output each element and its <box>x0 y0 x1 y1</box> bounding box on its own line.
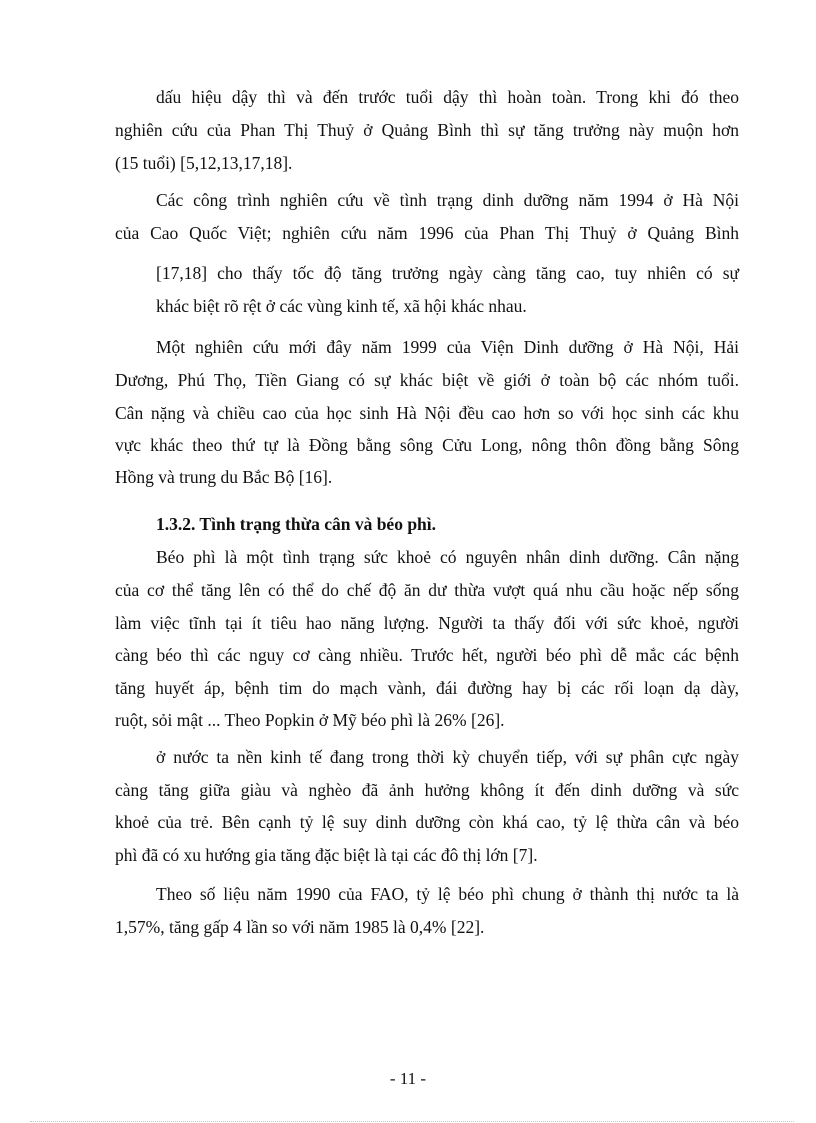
text-line: Cân nặng và chiều cao của học sinh Hà Nội đều cao hơn so với học sinh các khu <box>115 403 739 423</box>
text-line: Béo phì là một tình trạng sức khoẻ có nguyên nhân dinh dưỡng. Cân nặng <box>156 547 739 567</box>
text-line: của cơ thể tăng lên có thể do chế độ ăn dư thừa vượt quá nhu cầu hoặc nếp sống <box>115 580 739 600</box>
text-line: Hồng và trung du Bắc Bộ [16]. <box>115 467 333 487</box>
text-line: Các công trình nghiên cứu về tình trạng dinh dưỡng năm 1994 ở Hà Nội <box>156 190 739 210</box>
text-line: vực khác theo thứ tự là Đồng bằng sông Cửu Long, nông thôn đồng bằng Sông <box>115 435 739 455</box>
page-bottom-divider <box>30 1121 794 1122</box>
text-line: của Cao Quốc Việt; nghiên cứu năm 1996 của Phan Thị Thuỷ ở Quảng Bình <box>115 223 739 243</box>
text-line: Theo số liệu năm 1990 của FAO, tỷ lệ béo phì chung ở thành thị nước ta là <box>156 884 739 904</box>
text-line: càng tăng giữa giàu và nghèo đã ảnh hưởng không ít đến dinh dưỡng và sức <box>115 780 739 800</box>
text-line: ở nước ta nền kinh tế đang trong thời kỳ chuyển tiếp, với sự phân cực ngày <box>156 747 739 767</box>
text-line: làm việc tĩnh tại ít tiêu hao năng lượng. Người ta thấy đối với sức khoẻ, người <box>115 613 739 633</box>
text-line: Dương, Phú Thọ, Tiền Giang có sự khác biệt về giới ở toàn bộ các nhóm tuổi. <box>115 370 739 390</box>
text-line: phì đã có xu hướng gia tăng đặc biệt là tại các đô thị lớn [7]. <box>115 845 538 865</box>
section-heading: 1.3.2. Tình trạng thừa cân và béo phì. <box>156 514 437 534</box>
text-line: ruột, sỏi mật ... Theo Popkin ở Mỹ béo phì là 26% [26]. <box>115 710 505 730</box>
text-line: Một nghiên cứu mới đây năm 1999 của Viện Dinh dưỡng ở Hà Nội, Hải <box>156 337 739 357</box>
page-number: - 11 - <box>389 1069 427 1088</box>
text-line: 1,57%, tăng gấp 4 lần so với năm 1985 là 0,4% [22]. <box>115 917 485 937</box>
text-line: tăng huyết áp, bệnh tim do mạch vành, đái đường hay bị các rối loạn dạ dày, <box>115 678 739 698</box>
text-line: khoẻ của trẻ. Bên cạnh tỷ lệ suy dinh dưỡng còn khá cao, tỷ lệ thừa cân và béo <box>115 812 739 832</box>
text-line: càng béo thì các nguy cơ càng nhiều. Trước hết, người béo phì dễ mắc các bệnh <box>115 645 739 665</box>
text-line: dấu hiệu dậy thì và đến trước tuổi dậy thì hoàn toàn. Trong khi đó theo <box>156 87 739 107</box>
text-line: khác biệt rõ rệt ở các vùng kinh tế, xã hội khác nhau. <box>156 296 527 316</box>
text-line: (15 tuổi) [5,12,13,17,18]. <box>115 153 293 173</box>
text-line: [17,18] cho thấy tốc độ tăng trưởng ngày càng tăng cao, tuy nhiên có sự <box>156 263 739 283</box>
text-line: nghiên cứu của Phan Thị Thuỷ ở Quảng Bình thì sự tăng trưởng này muộn hơn <box>115 120 739 140</box>
